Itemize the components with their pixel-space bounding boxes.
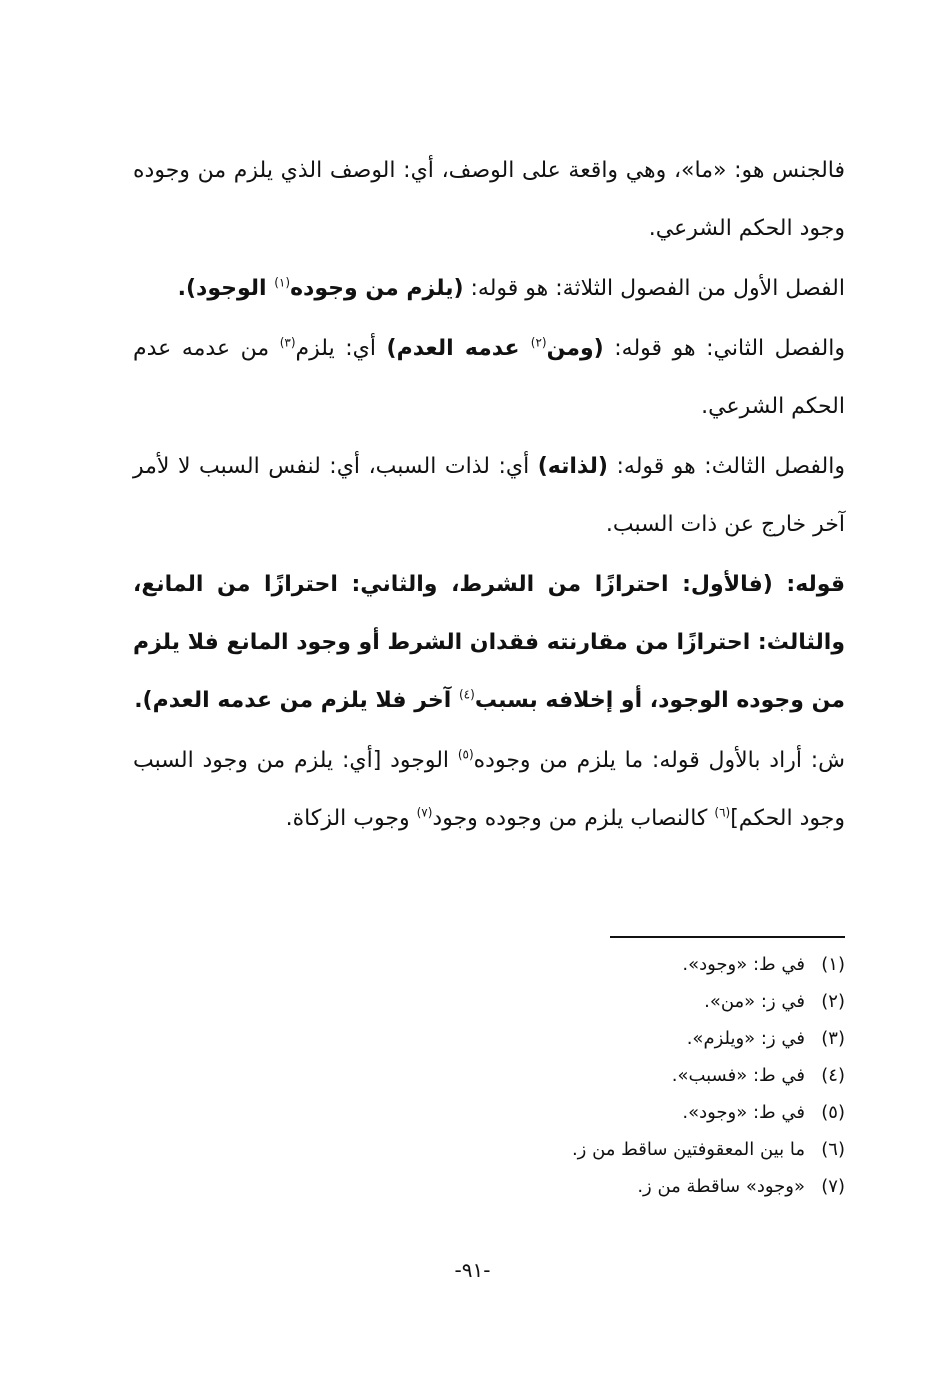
paragraph-5 bbox=[133, 554, 845, 730]
text-run: قوله: bbox=[772, 572, 845, 597]
quoted-text: آخر فلا يلزم من عدمه العدم). bbox=[134, 688, 459, 713]
footnote-number: (٧) bbox=[821, 1176, 845, 1197]
footnotes bbox=[133, 946, 845, 1205]
footnote bbox=[133, 1131, 845, 1168]
footnote bbox=[133, 1020, 845, 1057]
footnote-number: (٤) bbox=[821, 1065, 845, 1086]
text-run: والفصل الثاني: هو قوله: bbox=[603, 336, 845, 361]
footnote-text: في ز: «ويلزم». bbox=[686, 1028, 805, 1049]
footnote-text: في ط: «وجود». bbox=[682, 954, 805, 975]
quoted-text: (يلزم من وجوده bbox=[290, 276, 464, 301]
text-run: أي: يلزم bbox=[295, 336, 387, 361]
text-run: من عدمه عدم الحكم الشرعي. bbox=[133, 336, 845, 419]
footnote-ref: (٤) bbox=[458, 687, 475, 702]
footnote-text: في ز: «من». bbox=[704, 991, 805, 1012]
main-text bbox=[133, 140, 845, 848]
paragraph-4 bbox=[133, 436, 845, 554]
footnote-ref: (٣) bbox=[279, 335, 296, 350]
text-run: الفصل الأول من الفصول الثلاثة: هو قوله: bbox=[463, 276, 845, 301]
quoted-text: (ومن bbox=[546, 336, 604, 361]
text-run: وجوب الزكاة. bbox=[285, 806, 417, 831]
footnote-number: (٣) bbox=[821, 1028, 845, 1049]
footnote-separator bbox=[610, 936, 845, 938]
footnote-number: (٦) bbox=[821, 1139, 845, 1160]
quoted-text: (لذاته) bbox=[537, 454, 608, 479]
footnote-text: في ط: «وجود». bbox=[682, 1102, 805, 1123]
quoted-text: الوجود). bbox=[177, 276, 275, 301]
paragraph-1 bbox=[133, 140, 845, 258]
text-run: كالنصاب يلزم من وجوده وجود bbox=[432, 806, 715, 831]
text-run: فالجنس هو: «ما»، وهي واقعة على الوصف، أي: الوصف الذي يلزم من وجوده وجود الحكم الشرعي. bbox=[133, 158, 845, 241]
paragraph-3 bbox=[133, 318, 845, 436]
quoted-text: عدمه العدم) bbox=[386, 336, 531, 361]
footnote-ref: (٦) bbox=[714, 805, 731, 820]
footnote-text: في ط: «فسبب». bbox=[671, 1065, 805, 1086]
page-number: -٩١- bbox=[454, 1258, 491, 1282]
footnote bbox=[133, 1057, 845, 1094]
footnote-text: «وجود» ساقطة من ز. bbox=[637, 1176, 805, 1197]
paragraph-2 bbox=[133, 258, 845, 318]
quoted-text: (فالأول: احترازًا من الشرط، والثاني: احترازًا من المانع، والثالث: احترازًا من مقارنته فقدان الشرط أو وجود المانع فلا يلزم من وجوده الوجود، أو إخلافه بسبب bbox=[133, 572, 845, 713]
footnote-number: (٢) bbox=[821, 991, 845, 1012]
footnote bbox=[133, 983, 845, 1020]
text-run: الوجود [أي: يلزم من وجود السبب وجود الحكم] bbox=[133, 748, 845, 831]
text-run: ش: أراد بالأول قوله: ما يلزم من وجوده bbox=[473, 748, 845, 773]
footnote-ref: (٥) bbox=[457, 747, 474, 762]
footnote bbox=[133, 1168, 845, 1205]
footnote-ref: (٢) bbox=[530, 335, 547, 350]
footnote-text: ما بين المعقوفتين ساقط من ز. bbox=[571, 1139, 805, 1160]
footnote-ref: (٧) bbox=[416, 805, 433, 820]
footnote-number: (٥) bbox=[821, 1102, 845, 1123]
footnote bbox=[133, 1094, 845, 1131]
footnote-number: (١) bbox=[821, 954, 845, 975]
text-run: أي: لذات السبب، أي: لنفس السبب لا لأمر آخر خارج عن ذات السبب. bbox=[133, 454, 845, 537]
text-run: والفصل الثالث: هو قوله: bbox=[607, 454, 845, 479]
paragraph-6 bbox=[133, 730, 845, 848]
footnote bbox=[133, 946, 845, 983]
footnote-ref: (١) bbox=[274, 275, 291, 290]
